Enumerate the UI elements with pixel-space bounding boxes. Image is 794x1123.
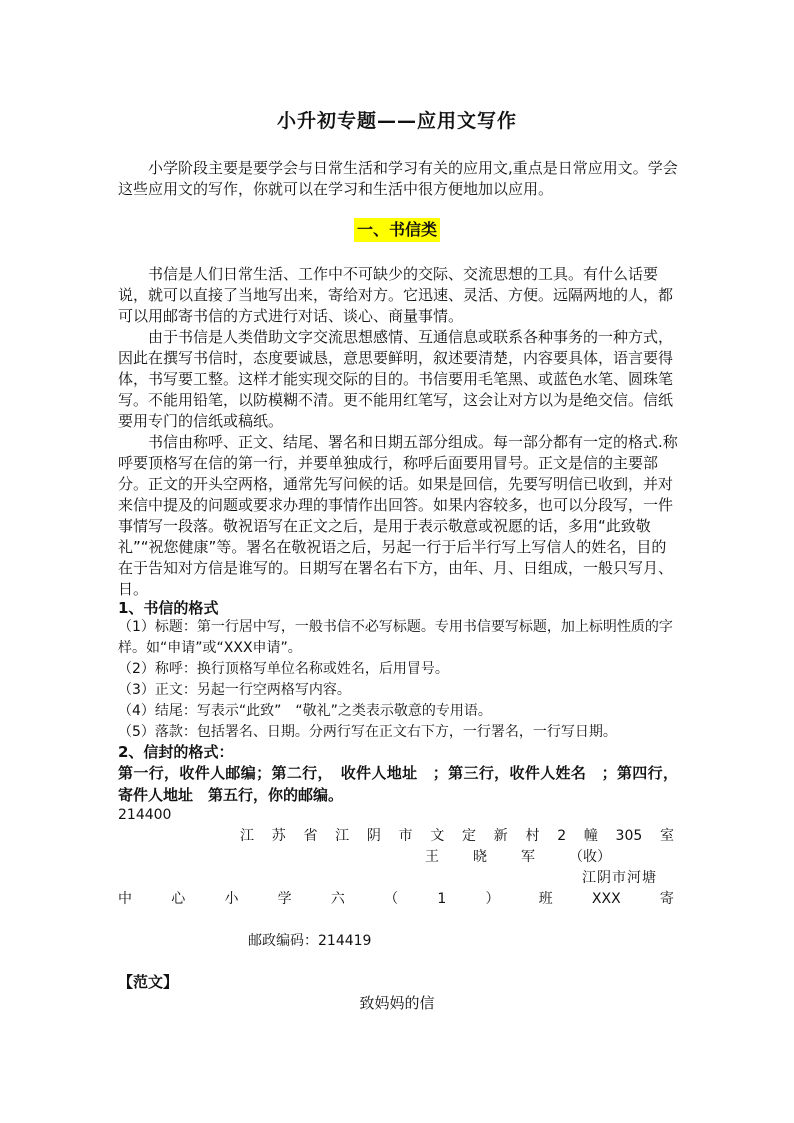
- envelope-heading: 2、信封的格式：: [118, 743, 234, 761]
- sender-char: ）: [485, 891, 500, 907]
- body-paragraph-1: 书信是人们日常生活、工作中不可缺少的交际、交流思想的工具。有什么话要说，就可以直接了当地写出来，寄给对方。它迅速、灵活、方便。远隔两地的人，都可以用邮寄书信的方式进行对话、谈心、商量事情。: [118, 265, 674, 325]
- address-char: 幢: [583, 828, 598, 844]
- page-title: 小升初专题——应用文写作: [276, 110, 517, 132]
- body-paragraph-2: 由于书信是人类借助文字交流思想感情、互通信息或联系各种事务的一种方式，因此在撰写书信时，态度要诚恳，意思要鲜明，叙述要清楚，内容要具体，语言要得体，书写要工整。这样才能实现交际的目的。书信要用毛笔黑、或蓝色水笔、圆珠笔写。不能用铅笔，以防模糊不清。更不能用红笔写，这会让对方以为是绝交信。信纸要用专门的信纸或稿纸。: [118, 328, 674, 430]
- address-char: 文: [430, 828, 445, 844]
- address-char: 室: [660, 828, 674, 844]
- address-char: 江: [335, 828, 350, 844]
- envelope-sender-line-1: [582, 868, 674, 888]
- format-heading: 1、书信的格式: [118, 599, 219, 617]
- address-char: 苏: [271, 828, 286, 844]
- sender-char: 中: [118, 891, 132, 907]
- name-char: 军: [521, 849, 535, 865]
- name-char: 晓: [473, 849, 487, 865]
- sender-line-1-text: 江阴市河塘: [582, 870, 657, 886]
- sender-char: 六: [330, 891, 345, 907]
- sender-char: 小: [224, 891, 239, 907]
- envelope-description: 第一行，收件人邮编；第二行， 收件人地址 ；第三行，收件人姓名 ；第四行，寄件人地址 第五行，你的邮编。: [118, 764, 678, 804]
- sender-char: XXX: [591, 891, 621, 907]
- address-char: 定: [462, 828, 477, 844]
- sender-char: 心: [171, 891, 186, 907]
- intro-paragraph: 小学阶段主要是要学会与日常生活和学习有关的应用文,重点是日常应用文。学会这些应用文的写作，你就可以在学习和生活中很方便地加以应用。: [118, 159, 678, 198]
- address-char: 阴: [366, 828, 381, 844]
- name-char: （收）: [569, 849, 611, 865]
- format-item-3: （3）正文：另起一行空两格写内容。: [118, 682, 351, 698]
- sender-char: 班: [538, 891, 553, 907]
- envelope-recipient-name: [425, 847, 611, 867]
- section-heading: 一、书信类: [354, 218, 440, 242]
- name-char: 王: [425, 849, 439, 865]
- address-char: 省: [303, 828, 318, 844]
- address-char: 市: [398, 828, 413, 844]
- section-heading-row: [0, 218, 794, 242]
- address-char: 村: [525, 828, 540, 844]
- address-char: 305: [615, 828, 643, 844]
- sender-char: 1: [437, 891, 447, 907]
- sender-char: 学: [277, 891, 292, 907]
- sender-char: （: [384, 891, 399, 907]
- sender-char: 寄: [659, 891, 674, 907]
- envelope-zip: 214400: [118, 807, 172, 823]
- format-item-4: （4）结尾：写表示“此致” “敬礼”之类表示敬意的专用语。: [118, 703, 492, 719]
- sample-letter-title: 致妈妈的信: [359, 994, 435, 1012]
- address-char: 江: [240, 828, 254, 844]
- body-paragraph-3: 书信由称呼、正文、结尾、署名和日期五部分组成。每一部分都有一定的格式.称呼要顶格写在信的第一行，并要单独成行，称呼后面要用冒号。正文是信的主要部分。正文的开头空两格，通常先写问候的话。如果是回信，先要写明信已收到，并对来信中提及的问题或要求办理的事情作出回答。如果内容较多，也可以分段写，一件事情写一段落。敬祝语写在正文之后，是用于表示敬意或祝愿的话，多用“此致敬礼”“祝您健康”等。署名在敬祝语之后，另起一行于后半行写上写信人的姓名，目的在于告知对方信是谁写的。日期写在署名右下方，由年、月、日组成，一般只写月、日。: [118, 433, 678, 598]
- sender-zip: 邮政编码：214419: [248, 933, 372, 949]
- address-char: 2: [557, 828, 567, 844]
- envelope-sender-line-2: [118, 889, 674, 909]
- envelope-address: [240, 826, 674, 846]
- format-item-5: （5）落款：包括署名、日期。分两行写在正文右下方，一行署名，一行写日期。: [118, 724, 617, 740]
- format-item-1: （1）标题：第一行居中写，一般书信不必写标题。专用书信要写标题，加上标明性质的字样。如“申请”或“XXX申请”。: [118, 619, 673, 656]
- sample-label: 【范文】: [118, 973, 179, 991]
- format-item-2: （2）称呼：换行顶格写单位名称或姓名，后用冒号。: [118, 661, 449, 677]
- address-char: 新: [493, 828, 508, 844]
